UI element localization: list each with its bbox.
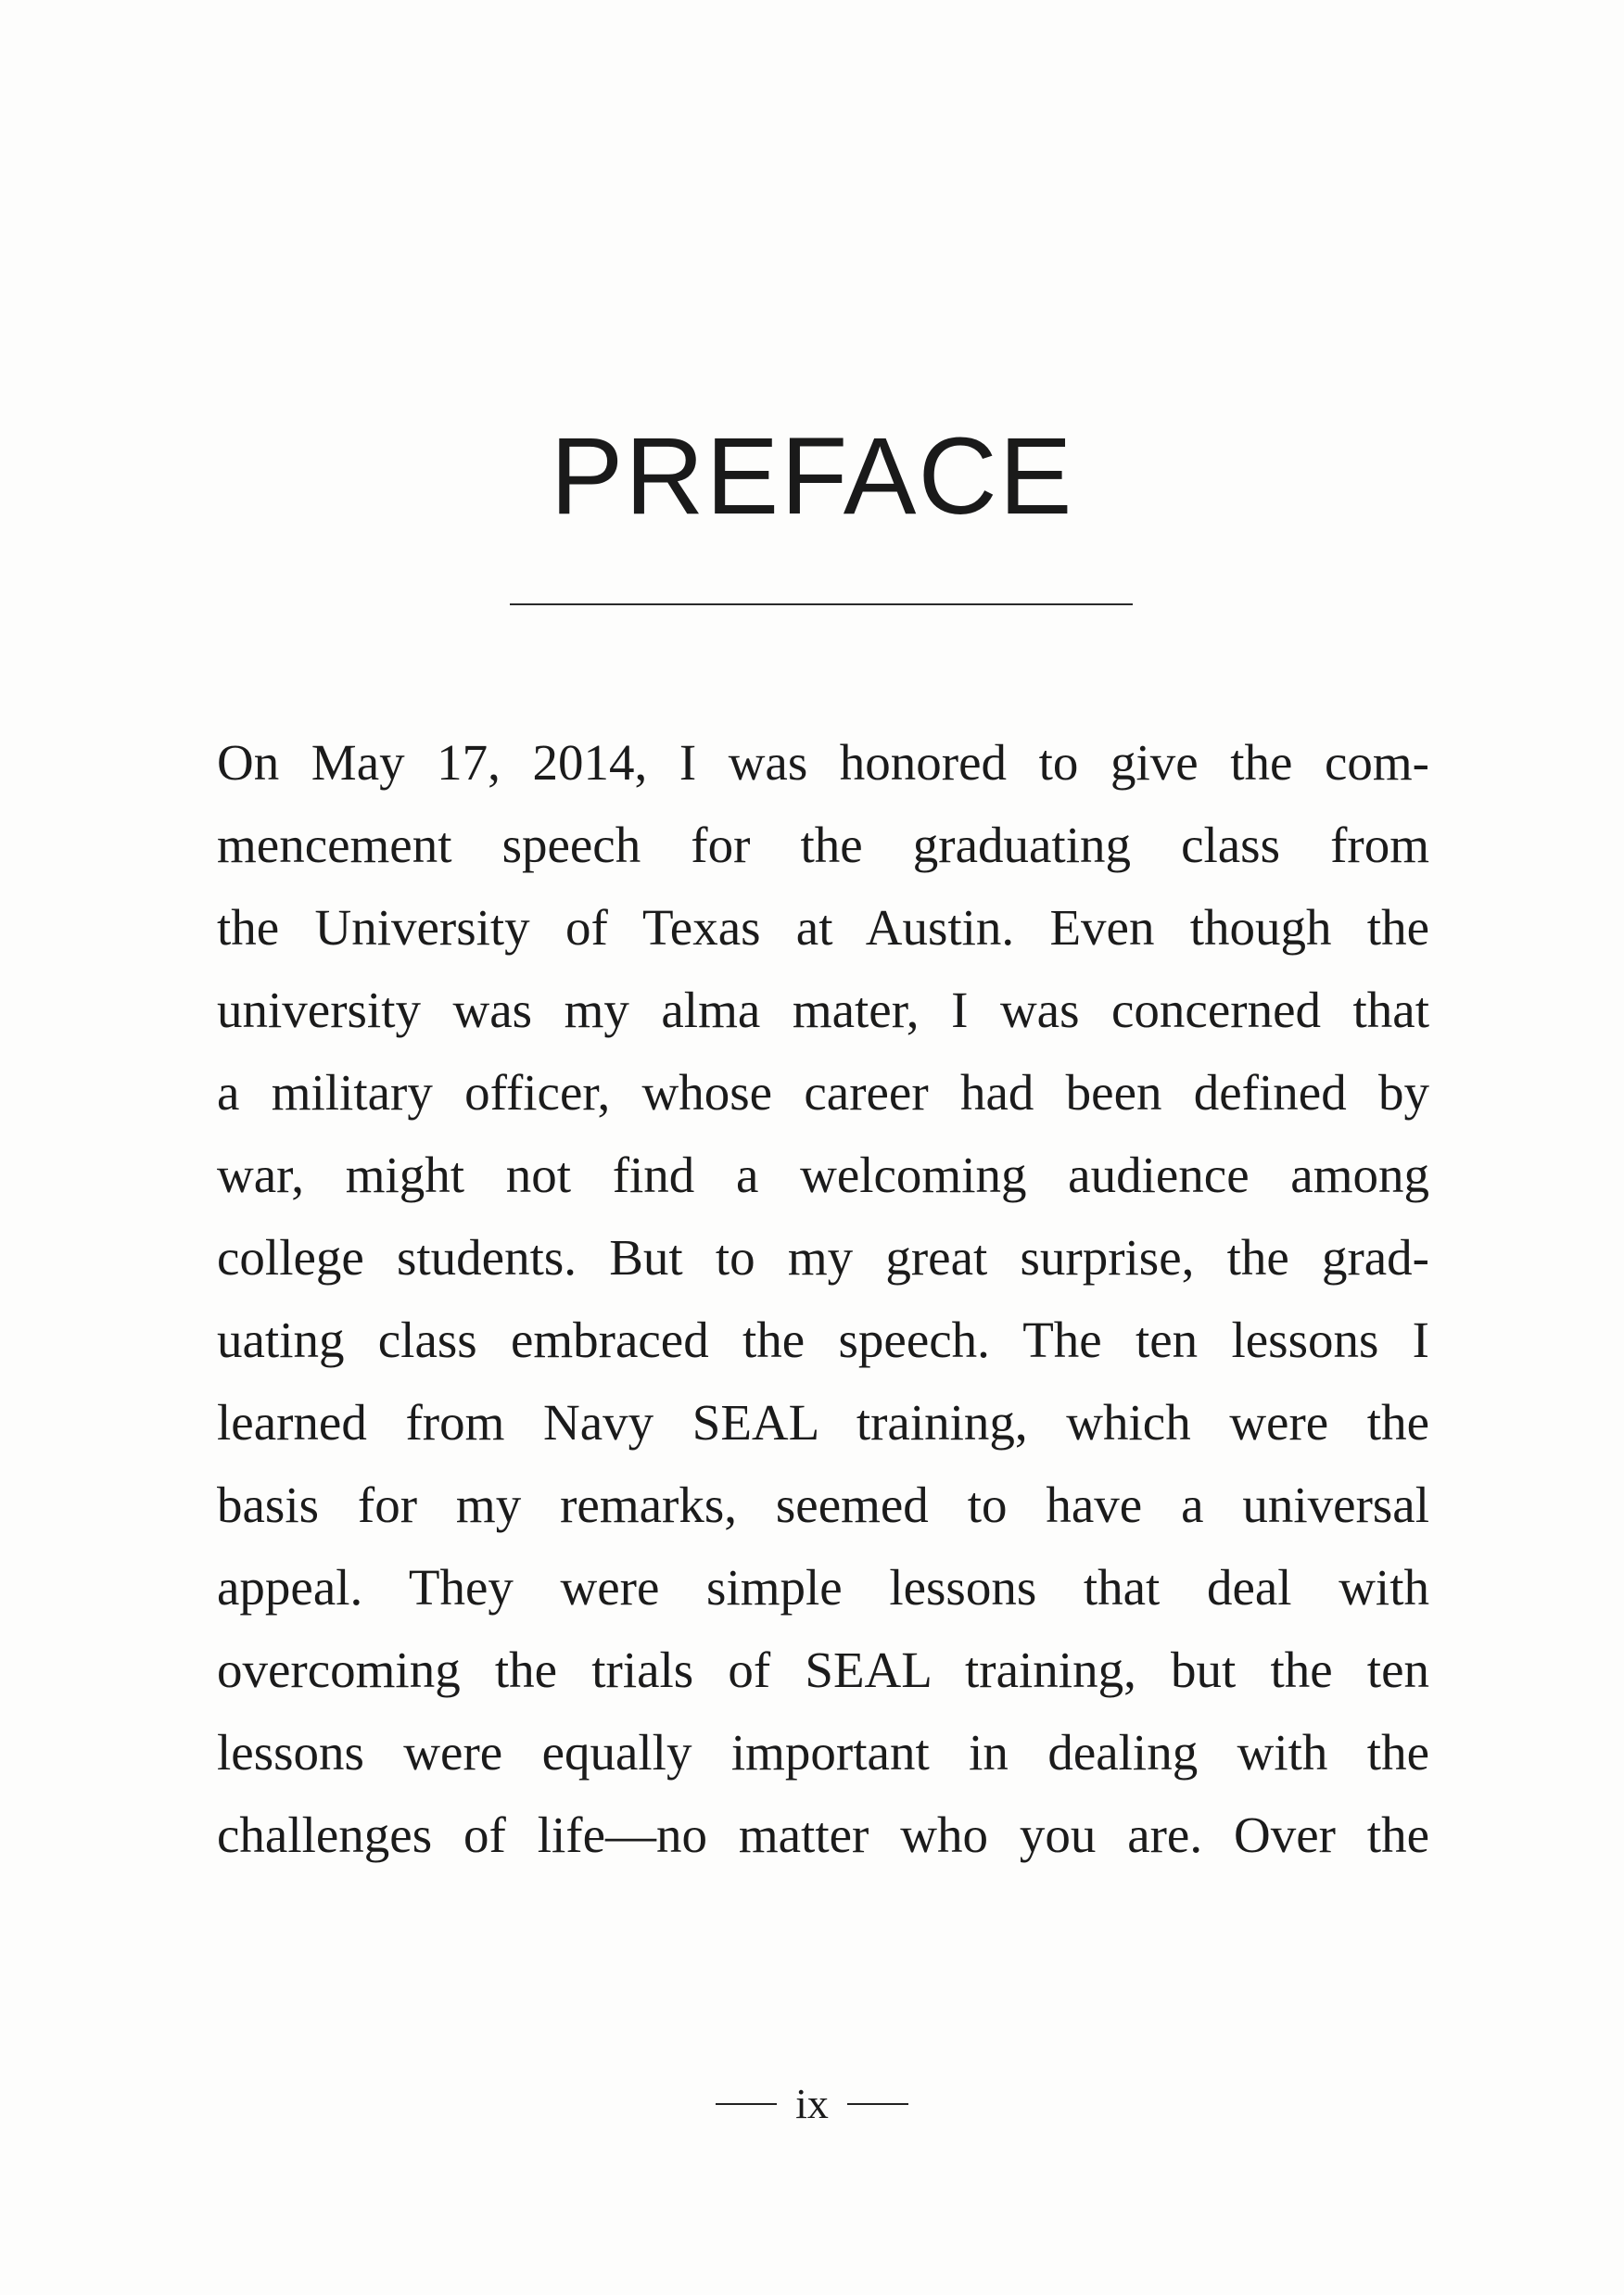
text-line: lessons were equally important in dealing with the — [217, 1724, 1429, 1781]
text-line: university was my alma mater, I was concerned that — [217, 982, 1429, 1038]
chapter-title: PREFACE — [550, 415, 1074, 538]
text-line: college students. But to my great surprise, the grad- — [217, 1229, 1429, 1286]
text-line: challenges of life—no matter who you are. Over the — [217, 1807, 1429, 1863]
title-divider — [510, 603, 1133, 605]
text-line: appeal. They were simple lessons that deal with — [217, 1559, 1429, 1616]
body-paragraph — [217, 721, 1429, 1876]
text-line: war, might not find a welcoming audience among — [217, 1147, 1429, 1203]
text-line: the University of Texas at Austin. Even though the — [217, 899, 1429, 956]
page-footer — [0, 2076, 1624, 2132]
footer-dash-right — [847, 2103, 908, 2105]
footer-dash-left — [716, 2103, 777, 2105]
text-line: a military officer, whose career had been defined by — [217, 1064, 1429, 1121]
text-line: uating class embraced the speech. The ten lessons I — [217, 1312, 1429, 1368]
text-line: learned from Navy SEAL training, which were the — [217, 1394, 1429, 1451]
text-line: basis for my remarks, seemed to have a universal — [217, 1477, 1429, 1533]
text-line: overcoming the trials of SEAL training, but the ten — [217, 1642, 1429, 1698]
text-line: On May 17, 2014, I was honored to give the com- — [217, 734, 1429, 791]
text-line: mencement speech for the graduating class from — [217, 817, 1429, 873]
page-number: ix — [795, 2080, 829, 2127]
